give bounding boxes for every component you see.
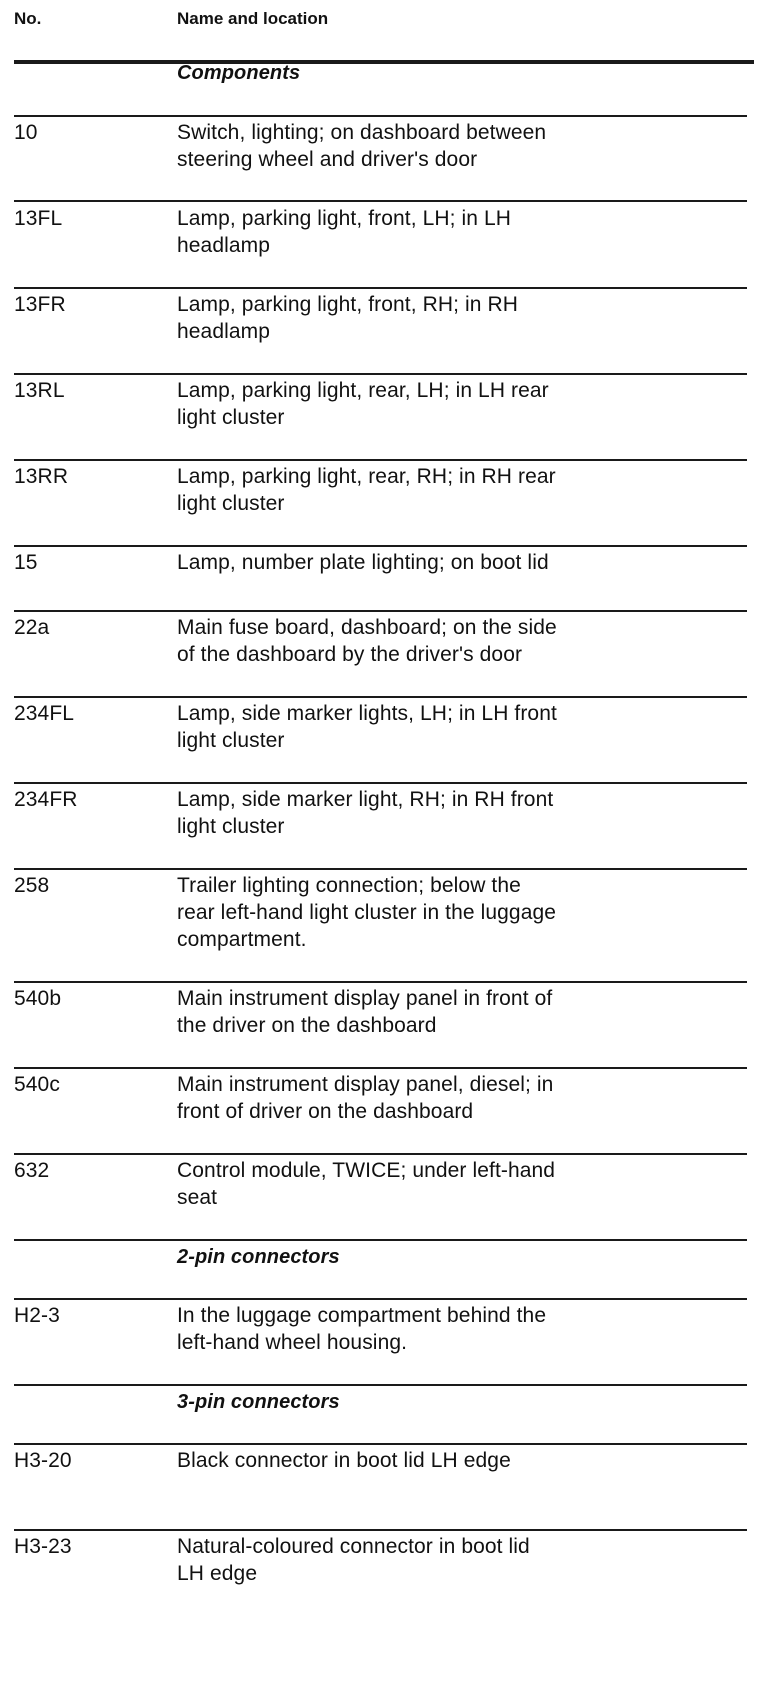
row-number: 234FR (14, 788, 78, 811)
row-number: H3-20 (14, 1449, 72, 1472)
row-divider (14, 782, 747, 784)
row-divider (14, 545, 747, 547)
row-divider (14, 115, 747, 117)
row-name-line: Lamp, parking light, front, LH; in LH (177, 207, 512, 230)
row-number: 13RR (14, 465, 69, 488)
row-divider (14, 981, 747, 983)
row-divider (14, 287, 747, 289)
row-name-line: Lamp, parking light, rear, LH; in LH rear (177, 379, 549, 402)
row-number: 13FR (14, 293, 66, 316)
row-number: 632 (14, 1159, 50, 1182)
section-heading-3-pin: 3-pin connectors (177, 1391, 340, 1413)
row-name-line: In the luggage compartment behind the (177, 1304, 547, 1327)
row-name-line: steering wheel and driver's door (177, 148, 478, 171)
column-header-name: Name and location (177, 9, 329, 28)
row-number: H3-23 (14, 1535, 72, 1558)
row-number: H2-3 (14, 1304, 60, 1327)
row-name-line: Main instrument display panel in front of (177, 987, 553, 1010)
row-number: 258 (14, 874, 50, 897)
row-divider (14, 459, 747, 461)
section-heading-2-pin: 2-pin connectors (177, 1246, 340, 1268)
row-name-line: Trailer lighting connection; below the (177, 874, 521, 897)
row-divider (14, 610, 747, 612)
row-divider (14, 1529, 747, 1531)
row-name-line: light cluster (177, 406, 285, 429)
row-name-line: Lamp, side marker lights, LH; in LH front (177, 702, 557, 725)
row-divider (14, 1384, 747, 1386)
row-name-line: Natural-coloured connector in boot lid (177, 1535, 530, 1558)
row-name-line: headlamp (177, 234, 271, 257)
row-name-line: front of driver on the dashboard (177, 1100, 474, 1123)
row-name-line: Lamp, parking light, rear, RH; in RH rear (177, 465, 556, 488)
row-name-line: Lamp, parking light, front, RH; in RH (177, 293, 519, 316)
row-name-line: Black connector in boot lid LH edge (177, 1449, 511, 1472)
row-number: 540c (14, 1073, 60, 1096)
row-divider (14, 696, 747, 698)
row-name-line: light cluster (177, 815, 285, 838)
row-name-line: compartment. (177, 928, 307, 951)
row-divider (14, 1298, 747, 1300)
row-name-line: Control module, TWICE; under left-hand (177, 1159, 556, 1182)
row-divider (14, 1443, 747, 1445)
row-name-line: seat (177, 1186, 218, 1209)
row-divider (14, 373, 747, 375)
row-number: 22a (14, 616, 50, 639)
column-header-no: No. (14, 9, 42, 28)
row-divider (14, 1067, 747, 1069)
row-number: 15 (14, 551, 38, 574)
row-name-line: Lamp, number plate lighting; on boot lid (177, 551, 549, 574)
row-name-line: light cluster (177, 492, 285, 515)
row-divider (14, 1239, 747, 1241)
row-name-line: left-hand wheel housing. (177, 1331, 408, 1354)
row-number: 13FL (14, 207, 63, 230)
row-name-line: rear left-hand light cluster in the luggage (177, 901, 557, 924)
row-divider (14, 868, 747, 870)
row-name-line: light cluster (177, 729, 285, 752)
row-name-line: of the dashboard by the driver's door (177, 643, 523, 666)
section-heading-components: Components (177, 62, 301, 84)
row-name-line: Main instrument display panel, diesel; in (177, 1073, 554, 1096)
row-divider (14, 200, 747, 202)
row-name-line: Main fuse board, dashboard; on the side (177, 616, 557, 639)
row-number: 10 (14, 121, 38, 144)
row-divider (14, 1153, 747, 1155)
row-number: 234FL (14, 702, 75, 725)
row-number: 13RL (14, 379, 65, 402)
row-number: 540b (14, 987, 62, 1010)
row-name-line: Lamp, side marker light, RH; in RH front (177, 788, 554, 811)
row-name-line: LH edge (177, 1562, 258, 1585)
row-name-line: Switch, lighting; on dashboard between (177, 121, 547, 144)
row-name-line: headlamp (177, 320, 271, 343)
row-name-line: the driver on the dashboard (177, 1014, 437, 1037)
